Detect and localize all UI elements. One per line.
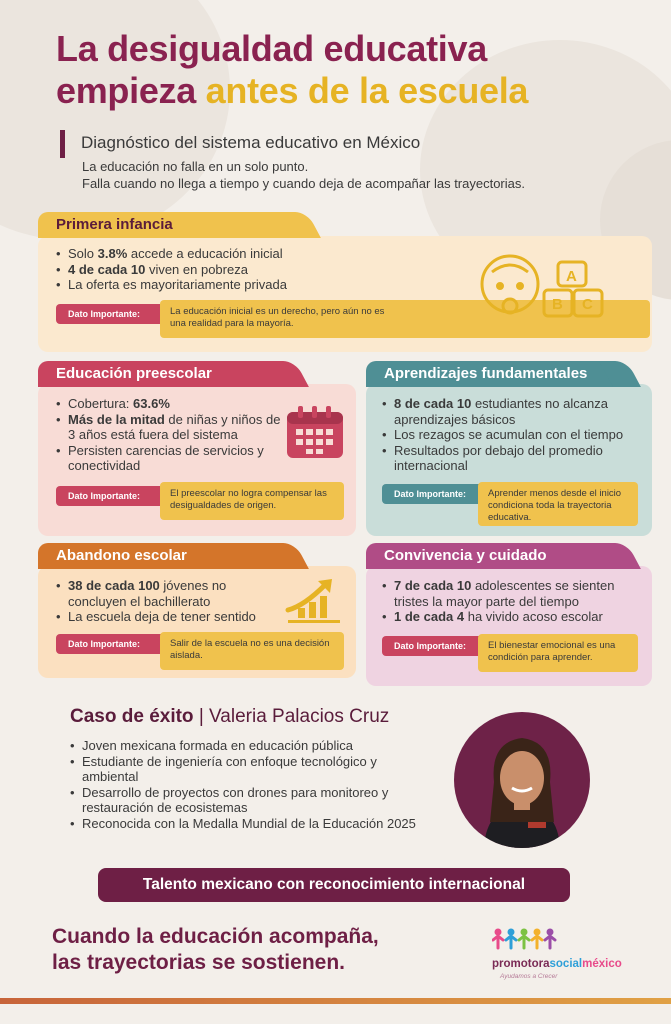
tab-primera-infancia: Primera infancia <box>38 212 300 238</box>
list-item: • 1 de cada 4 ha vivido acoso escolar <box>382 609 644 625</box>
list-item: • Estudiante de ingeniería con enfoque tecnológico y ambiental <box>70 754 416 785</box>
dato-text: El bienestar emocional es una condición para aprender. <box>478 634 638 672</box>
list-item: • Desarrollo de proyectos con drones para monitoreo y restauración de ecosistemas <box>70 785 416 816</box>
list-item: • Cobertura: 63.6% <box>56 396 282 412</box>
dato-text: El preescolar no logra compensar las desigualdades de origen. <box>160 482 344 520</box>
svg-text:C: C <box>582 296 593 313</box>
dato-text: La educación inicial es un derecho, pero aún no es una realidad para la mayoría. <box>160 300 650 338</box>
case-list <box>70 738 416 831</box>
logo-tagline: Ayudamos a Crecer <box>500 973 558 980</box>
tab-aprendizajes: Aprendizajes fundamentales <box>366 361 620 387</box>
svg-text:B: B <box>552 296 563 313</box>
portrait-photo <box>454 712 590 848</box>
page-title: La desigualdad educativa empieza antes de la escuela <box>56 28 529 111</box>
list-item: • 38 de cada 100 jóvenes no concluyen el bachillerato <box>56 578 276 609</box>
list-item: • 8 de cada 10 estudiantes no alcanza aprendizajes básicos <box>382 396 644 427</box>
dato-text: Salir de la escuela no es una decisión aislada. <box>160 632 344 670</box>
convivencia-list <box>382 578 644 625</box>
tab-convivencia: Convivencia y cuidado <box>366 543 620 569</box>
svg-text:A: A <box>566 268 577 285</box>
dato-label: Dato Importante: <box>56 486 166 506</box>
list-item: • Más de la mitad de niñas y niños de 3 años está fuera del sistema <box>56 412 282 443</box>
list-item: • 7 de cada 10 adolescentes se sienten tristes la mayor parte del tiempo <box>382 578 644 609</box>
list-item: • Reconocida con la Medalla Mundial de la Educación 2025 <box>70 816 416 832</box>
intro-text: La educación no falla en un solo punto. Falla cuando no llega a tiempo y cuando deja de acompañar las trayectorias. <box>82 159 525 191</box>
list-item: • Persisten carencias de servicios y conectividad <box>56 443 282 474</box>
highlight-banner: Talento mexicano con reconocimiento internacional <box>98 868 570 902</box>
aprendizajes-list <box>382 396 644 474</box>
list-item: • Joven mexicana formada en educación pública <box>70 738 416 754</box>
list-item: • Los rezagos se acumulan con el tiempo <box>382 427 644 443</box>
list-item: • Resultados por debajo del promedio internacional <box>382 443 644 474</box>
preescolar-list <box>56 396 282 474</box>
abandono-list <box>56 578 276 625</box>
baby-abc-blocks-icon <box>470 250 610 328</box>
list-item: • 4 de cada 10 viven en pobreza <box>56 262 436 278</box>
dato-text: Aprender menos desde el inicio condiciona toda la trayectoria educativa. <box>478 482 638 526</box>
list-item: • La oferta es mayoritariamente privada <box>56 277 436 293</box>
tab-preescolar: Educación preescolar <box>38 361 288 387</box>
dato-label: Dato Importante: <box>382 636 486 656</box>
dato-label: Dato Importante: <box>56 634 166 654</box>
calendar-icon <box>284 404 346 460</box>
dato-label: Dato Importante: <box>382 484 486 504</box>
list-item: • Solo 3.8% accede a educación inicial <box>56 246 436 262</box>
dato-label: Dato Importante: <box>56 304 166 324</box>
infancia-list <box>56 246 436 293</box>
logo-wordmark: promotorasocialméxico <box>492 958 622 970</box>
tab-abandono: Abandono escolar <box>38 543 288 569</box>
footer-bar <box>0 998 671 1004</box>
rising-arrow-icon <box>282 576 344 626</box>
list-item: • La escuela deja de tener sentido <box>56 609 276 625</box>
case-title: Caso de éxito | Valeria Palacios Cruz <box>70 706 390 727</box>
closing-statement: Cuando la educación acompaña, las trayectorias se sostienen. <box>52 925 379 974</box>
subheading: Diagnóstico del sistema educativo en México <box>60 130 420 158</box>
people-logo-icon <box>492 926 558 956</box>
